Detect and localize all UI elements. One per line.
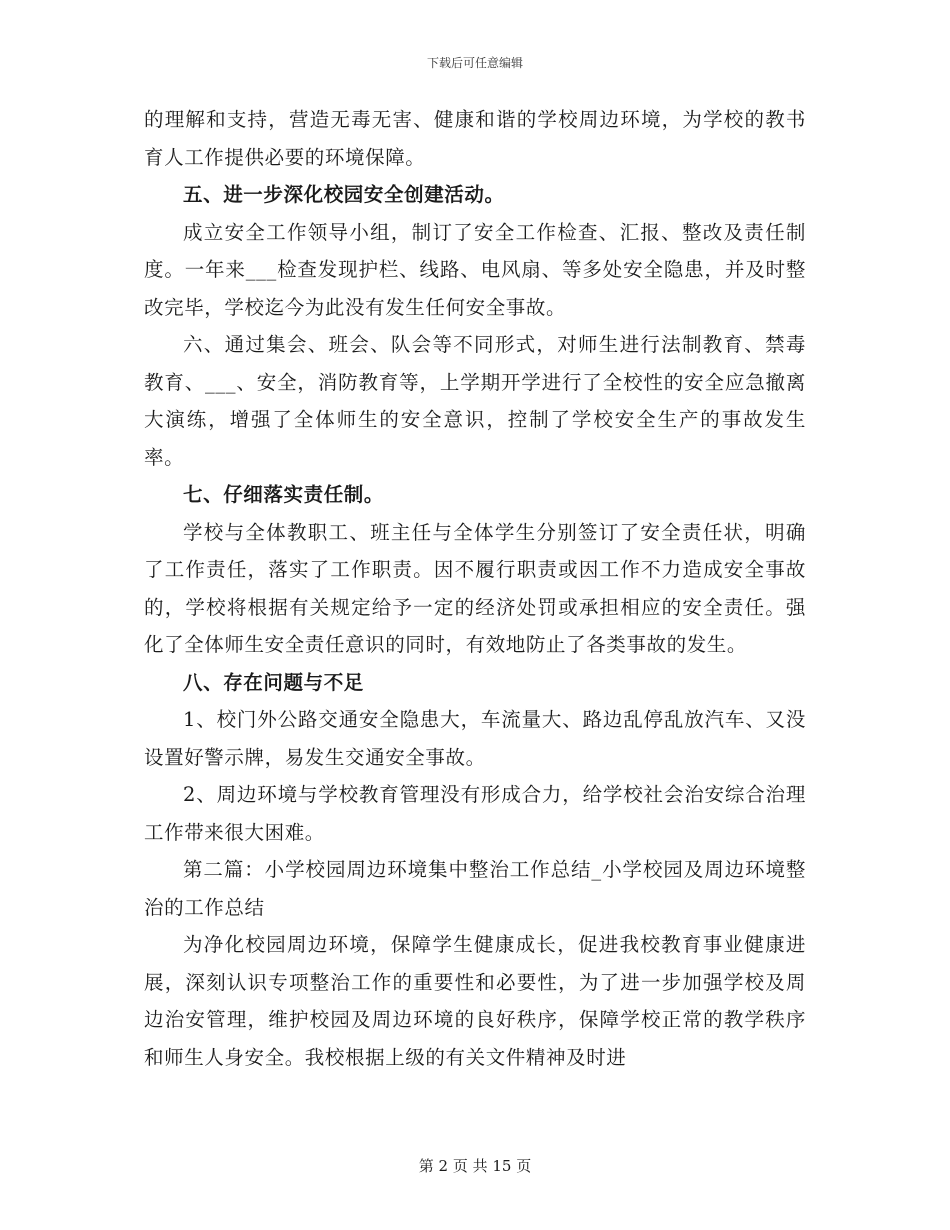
paragraph-safety-team: 成立安全工作领导小组，制订了安全工作检查、汇报、整改及责任制度。一年来___检查发现护栏、线路、电风扇、等多处安全隐患，并及时整改完毕，学校迄今为此没有发生任何安全事故。 bbox=[144, 220, 806, 319]
list-item-problem-1: 1、校门外公路交通安全隐患大，车流量大、路边乱停乱放汽车、又没设置好警示牌，易发生交通安全事故。 bbox=[144, 708, 806, 769]
section-heading-5: 五、进一步深化校园安全创建活动。 bbox=[183, 183, 505, 206]
section-heading-8: 八、存在问题与不足 bbox=[183, 670, 364, 694]
section-heading-7: 七、仔细落实责任制。 bbox=[183, 483, 385, 506]
paragraph-continuation: 的理解和支持，营造无毒无害、健康和谐的学校周边环境，为学校的教书育人工作提供必要的环境保障。 bbox=[144, 108, 806, 169]
paragraph-intro-part-2: 为净化校园周边环境，保障学生健康成长，促进我校教育事业健康进展，深刻认识专项整治工作的重要性和必要性，为了进一步加强学校及周边治安管理，维护校园及周边环境的良好秩序，保障学校正常的教学秩序和师生人身安全。我校根据上级的有关文件精神及时进 bbox=[144, 933, 806, 1069]
paragraph-responsibility: 学校与全体教职工、班主任与全体学生分别签订了安全责任状，明确了工作责任，落实了工作职责。因不履行职责或因工作不力造成安全事故的，学校将根据有关规定给予一定的经济处罚或承担相应的安全责任。强化了全体师生安全责任意识的同时，有效地防止了各类事故的发生。 bbox=[144, 520, 806, 656]
paragraph-education-forms: 六、通过集会、班会、队会等不同形式，对师生进行法制教育、禁毒教育、___、安全，消防教育等，上学期开学进行了全校性的安全应急撤离大演练，增强了全体师生的安全意识，控制了学校安全生产的事故发生率。 bbox=[144, 333, 806, 469]
list-item-problem-2: 2、周边环境与学校教育管理没有形成合力，给学校社会治安综合治理工作带来很大困难。 bbox=[144, 783, 806, 844]
page-number: 第 2 页 共 15 页 bbox=[418, 1157, 532, 1175]
article-title-part-2: 第二篇：小学校园周边环境集中整治工作总结_小学校园及周边环境整治的工作总结 bbox=[144, 858, 806, 919]
document-body bbox=[144, 101, 806, 1076]
page-header: 下载后可任意编辑 bbox=[426, 56, 523, 70]
